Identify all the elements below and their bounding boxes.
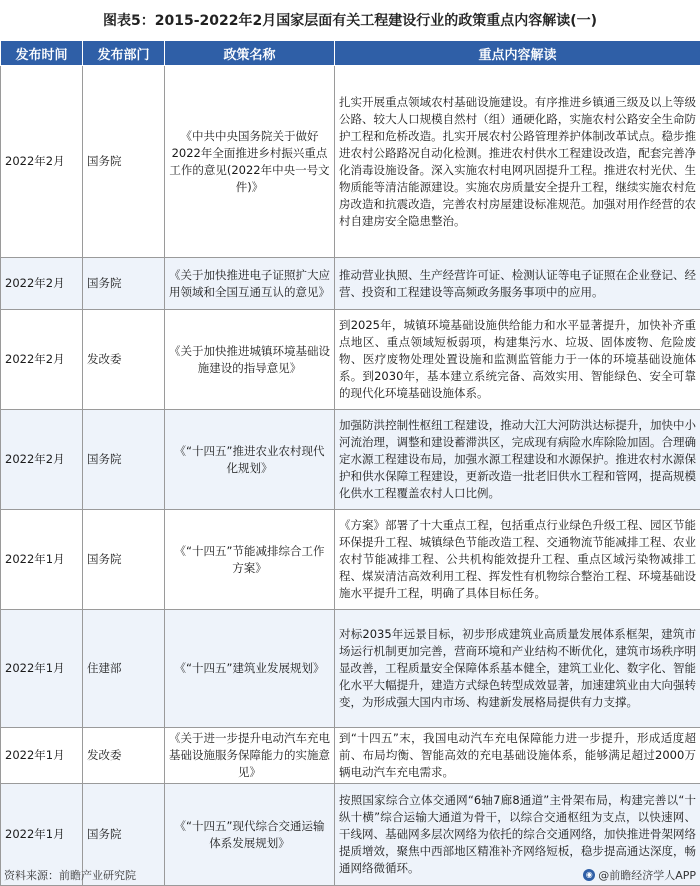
cell-content: 扎实开展重点领域农村基础设施建设。有序推进乡镇通三级及以上等级公路、较大人口规模自然村（组）通硬化路，实施农村公路安全生命防护工程和危桥改造。扎实开展农村公路管理养护体制改革试点。稳步推进农村公路路况自动化检测。推进农村供水工程建设改造，配套完善净化消毒设施设备。深入实施农村电网巩固提升工程。推进农村光伏、生物质能等清洁能源建设。实施农房质量安全提升工程，继续实施农村危房改造和抗震改造，完善农村房屋建设标准规范。加强对用作经营的农村自建房安全隐患整治。 — [335, 66, 700, 258]
cell-time: 2022年2月 — [1, 66, 83, 258]
cell-content: 《方案》部署了十大重点工程，包括重点行业绿色升级工程、园区节能环保提升工程、城镇绿色节能改造工程、交通物流节能减排工程、农业农村节能减排工程、公共机构能效提升工程、重点区域污染物减排工程、煤炭清洁高效利用工程、挥发性有机物综合整治工程、环境基础设施水平提升工程，明确了具体目标任务。 — [335, 510, 700, 610]
cell-policy-name: 《关于加快推进城镇环境基础设施建设的指导意见》 — [165, 310, 335, 410]
cell-content: 加强防洪控制性枢纽工程建设，推动大江大河防洪达标提升，加快中小河流治理，调整和建设蓄滞洪区，完成现有病险水库除险加固。合理确定水源工程建设布局，加强水源工程建设和水源保护。推进农村水源保护和供水保障工程建设，更新改造一批老旧供水工程和管网，提高规模化供水工程覆盖农村人口比例。 — [335, 410, 700, 510]
cell-time: 2022年1月 — [1, 610, 83, 728]
cell-policy-name: 《“十四五”推进农业农村现代化规划》 — [165, 410, 335, 510]
cell-time: 2022年1月 — [1, 784, 83, 886]
cell-policy-name: 《“十四五”现代综合交通运输体系发展规划》 — [165, 784, 335, 886]
cell-time: 2022年1月 — [1, 510, 83, 610]
table-row — [1, 310, 700, 410]
cell-content: 按照国家综合立体交通网“6轴7廊8通道”主骨架布局，构建完善以“十纵十横”综合运输大通道为骨干，以综合交通枢纽为支点，以快速网、干线网、基础网多层次网络为依托的综合交通网络，加快推进骨架网络提质增效，聚焦中西部地区精准补齐网络短板，稳步提高通达深度，畅通网络微循环。 — [335, 784, 700, 886]
policy-table — [0, 40, 700, 886]
header-content: 重点内容解读 — [335, 41, 700, 66]
table-row — [1, 258, 700, 310]
footer — [0, 864, 700, 886]
table-row — [1, 610, 700, 728]
header-name: 政策名称 — [165, 41, 335, 66]
cell-time: 2022年1月 — [1, 728, 83, 784]
brand-label: @前瞻经济学人APP — [598, 869, 696, 882]
cell-policy-name: 《关于进一步提升电动汽车充电基础设施服务保障能力的实施意见》 — [165, 728, 335, 784]
cell-dept: 发改委 — [83, 310, 165, 410]
cell-policy-name: 《“十四五”节能减排综合工作方案》 — [165, 510, 335, 610]
cell-content: 推动营业执照、生产经营许可证、检测认证等电子证照在企业登记、经营、投资和工程建设等高频政务服务事项中的应用。 — [335, 258, 700, 310]
brand-credit — [583, 867, 700, 883]
cell-content: 对标2035年远景目标，初步形成建筑业高质量发展体系框架，建筑市场运行机制更加完善，营商环境和产业结构不断优化，建筑市场秩序明显改善，工程质量安全保障体系基本健全，建筑工业化、数字化、智能化水平大幅提升，建造方式绿色转型成效显著，加速建筑业由大向强转变，为形成强大国内市场、构建新发展格局提供有力支撑。 — [335, 610, 700, 728]
cell-content: 到“十四五”末，我国电动汽车充电保障能力进一步提升，形成适度超前、布局均衡、智能高效的充电基础设施体系，能够满足超过2000万辆电动汽车充电需求。 — [335, 728, 700, 784]
page-title: 图表5：2015-2022年2月国家层面有关工程建设行业的政策重点内容解读(一) — [102, 13, 598, 29]
cell-dept: 发改委 — [83, 728, 165, 784]
cell-policy-name: 《关于加快推进电子证照扩大应用领域和全国互通互认的意见》 — [165, 258, 335, 310]
cell-policy-name: 《“十四五”建筑业发展规划》 — [165, 610, 335, 728]
source-note: 资料来源：前瞻产业研究院 — [4, 869, 136, 882]
qianzhan-logo-icon: ◉ — [583, 869, 595, 881]
cell-time: 2022年2月 — [1, 410, 83, 510]
cell-dept: 住建部 — [83, 610, 165, 728]
table-row — [1, 410, 700, 510]
cell-policy-name: 《中共中央国务院关于做好2022年全面推进乡村振兴重点工作的意见(2022年中央一号文件)》 — [165, 66, 335, 258]
cell-time: 2022年2月 — [1, 310, 83, 410]
cell-content: 到2025年，城镇环境基础设施供给能力和水平显著提升，加快补齐重点地区、重点领域短板弱项，构建集污水、垃圾、固体废物、危险废物、医疗废物处理处置设施和监测监管能力于一体的环境基础设施体系。到2030年，基本建立系统完备、高效实用、智能绿色、安全可靠的现代化环境基础设施体系。 — [335, 310, 700, 410]
header-dept: 发布部门 — [83, 41, 165, 66]
cell-dept: 国务院 — [83, 66, 165, 258]
cell-dept: 国务院 — [83, 784, 165, 886]
table-row — [1, 728, 700, 784]
cell-time: 2022年2月 — [1, 258, 83, 310]
table-row — [1, 510, 700, 610]
cell-dept: 国务院 — [83, 410, 165, 510]
table-row — [1, 66, 700, 258]
table-header-row — [1, 41, 700, 66]
cell-dept: 国务院 — [83, 258, 165, 310]
cell-dept: 国务院 — [83, 510, 165, 610]
header-time: 发布时间 — [1, 41, 83, 66]
